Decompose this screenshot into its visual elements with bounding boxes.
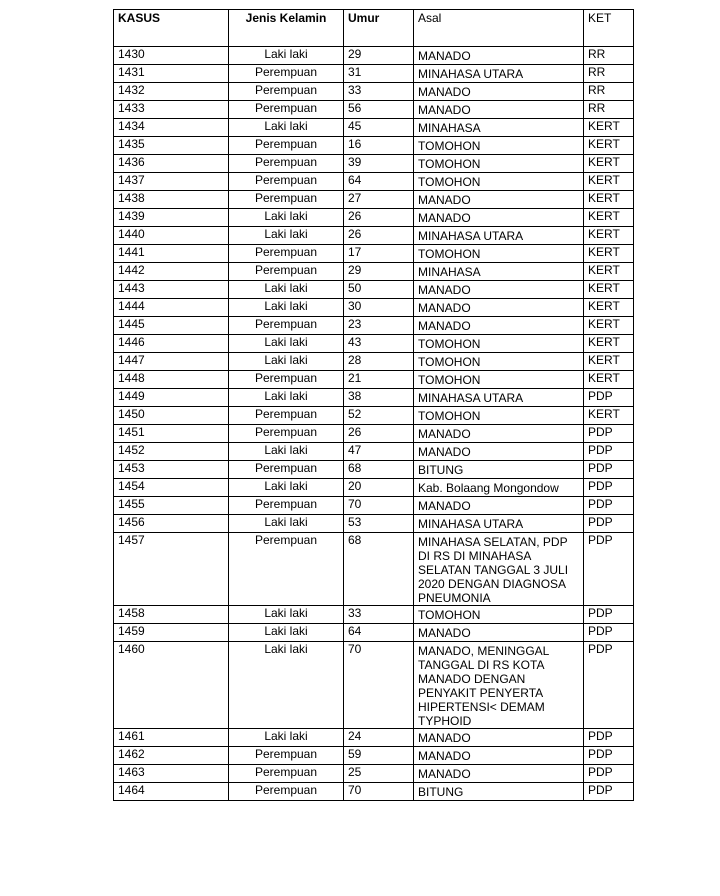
cell-kasus: 1461 bbox=[114, 729, 229, 747]
cell-jenis-kelamin: Laki laki bbox=[229, 47, 344, 65]
header-asal: Asal bbox=[414, 10, 584, 47]
cell-umur: 45 bbox=[344, 119, 414, 137]
cell-asal: MINAHASA UTARA bbox=[414, 65, 584, 83]
cell-kasus: 1448 bbox=[114, 371, 229, 389]
cell-asal: MANADO bbox=[414, 299, 584, 317]
table-row bbox=[114, 47, 634, 65]
cell-jenis-kelamin: Laki laki bbox=[229, 281, 344, 299]
cell-jenis-kelamin: Laki laki bbox=[229, 479, 344, 497]
cell-asal: MANADO bbox=[414, 317, 584, 335]
cell-jenis-kelamin: Perempuan bbox=[229, 425, 344, 443]
cell-ket: KERT bbox=[584, 317, 634, 335]
cell-asal: MINAHASA UTARA bbox=[414, 389, 584, 407]
cell-kasus: 1433 bbox=[114, 101, 229, 119]
cell-umur: 64 bbox=[344, 173, 414, 191]
cell-ket: KERT bbox=[584, 263, 634, 281]
header-ket: KET bbox=[584, 10, 634, 47]
cell-kasus: 1432 bbox=[114, 83, 229, 101]
cell-jenis-kelamin: Perempuan bbox=[229, 407, 344, 425]
cell-umur: 25 bbox=[344, 765, 414, 783]
cell-jenis-kelamin: Perempuan bbox=[229, 497, 344, 515]
cell-asal: MANADO bbox=[414, 209, 584, 227]
cell-jenis-kelamin: Laki laki bbox=[229, 443, 344, 461]
table-row bbox=[114, 299, 634, 317]
cell-kasus: 1440 bbox=[114, 227, 229, 245]
table-row bbox=[114, 729, 634, 747]
cell-umur: 30 bbox=[344, 299, 414, 317]
cell-jenis-kelamin: Perempuan bbox=[229, 461, 344, 479]
table-row bbox=[114, 624, 634, 642]
cell-umur: 70 bbox=[344, 783, 414, 801]
cell-asal: MANADO bbox=[414, 747, 584, 765]
table-row bbox=[114, 137, 634, 155]
table-row bbox=[114, 461, 634, 479]
cell-umur: 68 bbox=[344, 533, 414, 606]
cell-jenis-kelamin: Perempuan bbox=[229, 783, 344, 801]
cell-ket: PDP bbox=[584, 606, 634, 624]
cell-jenis-kelamin: Perempuan bbox=[229, 101, 344, 119]
cell-jenis-kelamin: Perempuan bbox=[229, 155, 344, 173]
cell-kasus: 1435 bbox=[114, 137, 229, 155]
cell-asal: TOMOHON bbox=[414, 371, 584, 389]
cell-umur: 17 bbox=[344, 245, 414, 263]
cell-kasus: 1463 bbox=[114, 765, 229, 783]
cell-umur: 23 bbox=[344, 317, 414, 335]
cell-ket: KERT bbox=[584, 173, 634, 191]
table-row bbox=[114, 335, 634, 353]
table-header bbox=[114, 10, 634, 47]
cell-umur: 16 bbox=[344, 137, 414, 155]
table-row bbox=[114, 497, 634, 515]
cell-umur: 31 bbox=[344, 65, 414, 83]
cell-kasus: 1430 bbox=[114, 47, 229, 65]
cell-jenis-kelamin: Laki laki bbox=[229, 729, 344, 747]
table-row bbox=[114, 155, 634, 173]
cell-kasus: 1438 bbox=[114, 191, 229, 209]
header-row bbox=[114, 10, 634, 47]
header-umur: Umur bbox=[344, 10, 414, 47]
cell-asal: TOMOHON bbox=[414, 606, 584, 624]
cell-asal: MANADO bbox=[414, 729, 584, 747]
cell-kasus: 1457 bbox=[114, 533, 229, 606]
cell-kasus: 1452 bbox=[114, 443, 229, 461]
cell-asal: MINAHASA UTARA bbox=[414, 515, 584, 533]
cell-ket: KERT bbox=[584, 371, 634, 389]
table-row bbox=[114, 479, 634, 497]
cell-jenis-kelamin: Perempuan bbox=[229, 371, 344, 389]
cell-umur: 68 bbox=[344, 461, 414, 479]
table-row bbox=[114, 425, 634, 443]
cell-asal: BITUNG bbox=[414, 461, 584, 479]
cell-asal: MANADO bbox=[414, 101, 584, 119]
table-row bbox=[114, 389, 634, 407]
cell-umur: 59 bbox=[344, 747, 414, 765]
table-row bbox=[114, 173, 634, 191]
cell-asal: MANADO bbox=[414, 191, 584, 209]
cell-asal: TOMOHON bbox=[414, 137, 584, 155]
cell-kasus: 1464 bbox=[114, 783, 229, 801]
cell-asal: TOMOHON bbox=[414, 173, 584, 191]
cell-asal: TOMOHON bbox=[414, 407, 584, 425]
cell-umur: 20 bbox=[344, 479, 414, 497]
cell-jenis-kelamin: Laki laki bbox=[229, 335, 344, 353]
cell-ket: PDP bbox=[584, 765, 634, 783]
cell-asal: MANADO bbox=[414, 425, 584, 443]
cell-jenis-kelamin: Perempuan bbox=[229, 317, 344, 335]
table-row bbox=[114, 353, 634, 371]
cell-ket: RR bbox=[584, 101, 634, 119]
cell-umur: 33 bbox=[344, 83, 414, 101]
cell-ket: KERT bbox=[584, 299, 634, 317]
cell-asal: MINAHASA UTARA bbox=[414, 227, 584, 245]
cell-ket: PDP bbox=[584, 389, 634, 407]
cell-umur: 70 bbox=[344, 642, 414, 729]
cell-jenis-kelamin: Laki laki bbox=[229, 642, 344, 729]
table-row bbox=[114, 747, 634, 765]
table-row bbox=[114, 101, 634, 119]
cell-asal: MANADO bbox=[414, 83, 584, 101]
cell-ket: RR bbox=[584, 47, 634, 65]
cell-ket: PDP bbox=[584, 783, 634, 801]
cell-kasus: 1459 bbox=[114, 624, 229, 642]
cell-jenis-kelamin: Laki laki bbox=[229, 389, 344, 407]
table-row bbox=[114, 191, 634, 209]
cell-umur: 29 bbox=[344, 263, 414, 281]
cell-umur: 43 bbox=[344, 335, 414, 353]
cell-ket: KERT bbox=[584, 227, 634, 245]
table-row bbox=[114, 65, 634, 83]
cell-umur: 27 bbox=[344, 191, 414, 209]
table-row bbox=[114, 765, 634, 783]
cell-umur: 50 bbox=[344, 281, 414, 299]
cell-ket: PDP bbox=[584, 461, 634, 479]
cell-umur: 21 bbox=[344, 371, 414, 389]
cell-jenis-kelamin: Laki laki bbox=[229, 299, 344, 317]
cell-jenis-kelamin: Laki laki bbox=[229, 227, 344, 245]
cell-umur: 24 bbox=[344, 729, 414, 747]
cell-ket: KERT bbox=[584, 245, 634, 263]
cell-umur: 26 bbox=[344, 227, 414, 245]
cell-jenis-kelamin: Perempuan bbox=[229, 245, 344, 263]
cell-ket: PDP bbox=[584, 624, 634, 642]
cell-ket: KERT bbox=[584, 191, 634, 209]
cell-asal: MANADO bbox=[414, 281, 584, 299]
cell-kasus: 1458 bbox=[114, 606, 229, 624]
cell-ket: PDP bbox=[584, 479, 634, 497]
cell-kasus: 1442 bbox=[114, 263, 229, 281]
cell-asal: MINAHASA bbox=[414, 119, 584, 137]
table-row bbox=[114, 515, 634, 533]
cell-asal: BITUNG bbox=[414, 783, 584, 801]
cell-umur: 56 bbox=[344, 101, 414, 119]
table-row bbox=[114, 371, 634, 389]
cell-kasus: 1437 bbox=[114, 173, 229, 191]
cell-kasus: 1436 bbox=[114, 155, 229, 173]
cell-asal: TOMOHON bbox=[414, 353, 584, 371]
cell-umur: 64 bbox=[344, 624, 414, 642]
cell-umur: 26 bbox=[344, 209, 414, 227]
cell-ket: KERT bbox=[584, 119, 634, 137]
cell-ket: KERT bbox=[584, 281, 634, 299]
cell-ket: KERT bbox=[584, 155, 634, 173]
cell-asal: TOMOHON bbox=[414, 155, 584, 173]
cell-ket: PDP bbox=[584, 642, 634, 729]
cell-jenis-kelamin: Perempuan bbox=[229, 65, 344, 83]
cell-kasus: 1431 bbox=[114, 65, 229, 83]
cell-jenis-kelamin: Perempuan bbox=[229, 173, 344, 191]
cell-ket: PDP bbox=[584, 729, 634, 747]
cell-umur: 70 bbox=[344, 497, 414, 515]
cell-jenis-kelamin: Laki laki bbox=[229, 624, 344, 642]
table-row bbox=[114, 245, 634, 263]
cell-kasus: 1456 bbox=[114, 515, 229, 533]
header-kasus: KASUS bbox=[114, 10, 229, 47]
cell-kasus: 1441 bbox=[114, 245, 229, 263]
table-row bbox=[114, 317, 634, 335]
cell-ket: RR bbox=[584, 65, 634, 83]
table-row bbox=[114, 407, 634, 425]
cell-jenis-kelamin: Perempuan bbox=[229, 83, 344, 101]
cell-jenis-kelamin: Perempuan bbox=[229, 263, 344, 281]
cell-umur: 26 bbox=[344, 425, 414, 443]
cell-ket: PDP bbox=[584, 497, 634, 515]
cell-kasus: 1453 bbox=[114, 461, 229, 479]
table-row bbox=[114, 533, 634, 606]
cell-asal: MANADO bbox=[414, 765, 584, 783]
table-row bbox=[114, 606, 634, 624]
cell-jenis-kelamin: Laki laki bbox=[229, 515, 344, 533]
cell-kasus: 1443 bbox=[114, 281, 229, 299]
table-body bbox=[114, 47, 634, 801]
cell-asal: MINAHASA SELATAN, PDP DI RS DI MINAHASA SELATAN TANGGAL 3 JULI 2020 DENGAN DIAGNOSA PNEUMONIA bbox=[414, 533, 584, 606]
cell-jenis-kelamin: Laki laki bbox=[229, 606, 344, 624]
cell-kasus: 1455 bbox=[114, 497, 229, 515]
cell-umur: 52 bbox=[344, 407, 414, 425]
table-row bbox=[114, 119, 634, 137]
cell-asal: Kab. Bolaang Mongondow bbox=[414, 479, 584, 497]
cell-umur: 47 bbox=[344, 443, 414, 461]
cell-ket: PDP bbox=[584, 747, 634, 765]
table-row bbox=[114, 443, 634, 461]
cell-asal: MANADO, MENINGGAL TANGGAL DI RS KOTA MANADO DENGAN PENYAKIT PENYERTA HIPERTENSI< DEMAM TYPHOID bbox=[414, 642, 584, 729]
cell-umur: 38 bbox=[344, 389, 414, 407]
table-row bbox=[114, 783, 634, 801]
cell-asal: MANADO bbox=[414, 497, 584, 515]
cell-umur: 28 bbox=[344, 353, 414, 371]
cell-kasus: 1449 bbox=[114, 389, 229, 407]
cell-jenis-kelamin: Perempuan bbox=[229, 533, 344, 606]
table-row bbox=[114, 83, 634, 101]
cell-asal: TOMOHON bbox=[414, 335, 584, 353]
cell-jenis-kelamin: Laki laki bbox=[229, 119, 344, 137]
cell-ket: KERT bbox=[584, 335, 634, 353]
cell-kasus: 1434 bbox=[114, 119, 229, 137]
cell-ket: KERT bbox=[584, 137, 634, 155]
cell-ket: KERT bbox=[584, 209, 634, 227]
cell-ket: PDP bbox=[584, 515, 634, 533]
cell-jenis-kelamin: Laki laki bbox=[229, 209, 344, 227]
cell-kasus: 1447 bbox=[114, 353, 229, 371]
table-row bbox=[114, 263, 634, 281]
cell-umur: 39 bbox=[344, 155, 414, 173]
cell-ket: PDP bbox=[584, 425, 634, 443]
cell-ket: PDP bbox=[584, 533, 634, 606]
cell-kasus: 1450 bbox=[114, 407, 229, 425]
cell-kasus: 1446 bbox=[114, 335, 229, 353]
cell-kasus: 1462 bbox=[114, 747, 229, 765]
cell-jenis-kelamin: Laki laki bbox=[229, 353, 344, 371]
cell-umur: 29 bbox=[344, 47, 414, 65]
cell-jenis-kelamin: Perempuan bbox=[229, 191, 344, 209]
cell-ket: RR bbox=[584, 83, 634, 101]
cell-asal: TOMOHON bbox=[414, 245, 584, 263]
case-table bbox=[113, 9, 634, 801]
cell-umur: 33 bbox=[344, 606, 414, 624]
cell-kasus: 1454 bbox=[114, 479, 229, 497]
cell-ket: PDP bbox=[584, 443, 634, 461]
cell-kasus: 1460 bbox=[114, 642, 229, 729]
cell-ket: KERT bbox=[584, 407, 634, 425]
cell-asal: MINAHASA bbox=[414, 263, 584, 281]
cell-asal: MANADO bbox=[414, 47, 584, 65]
cell-jenis-kelamin: Perempuan bbox=[229, 765, 344, 783]
table-row bbox=[114, 642, 634, 729]
header-jenis-kelamin: Jenis Kelamin bbox=[229, 10, 344, 47]
table-row bbox=[114, 209, 634, 227]
cell-asal: MANADO bbox=[414, 624, 584, 642]
table-row bbox=[114, 227, 634, 245]
table-row bbox=[114, 281, 634, 299]
cell-ket: KERT bbox=[584, 353, 634, 371]
cell-jenis-kelamin: Perempuan bbox=[229, 747, 344, 765]
cell-jenis-kelamin: Perempuan bbox=[229, 137, 344, 155]
cell-kasus: 1439 bbox=[114, 209, 229, 227]
cell-kasus: 1444 bbox=[114, 299, 229, 317]
cell-kasus: 1445 bbox=[114, 317, 229, 335]
cell-kasus: 1451 bbox=[114, 425, 229, 443]
cell-asal: MANADO bbox=[414, 443, 584, 461]
cell-umur: 53 bbox=[344, 515, 414, 533]
